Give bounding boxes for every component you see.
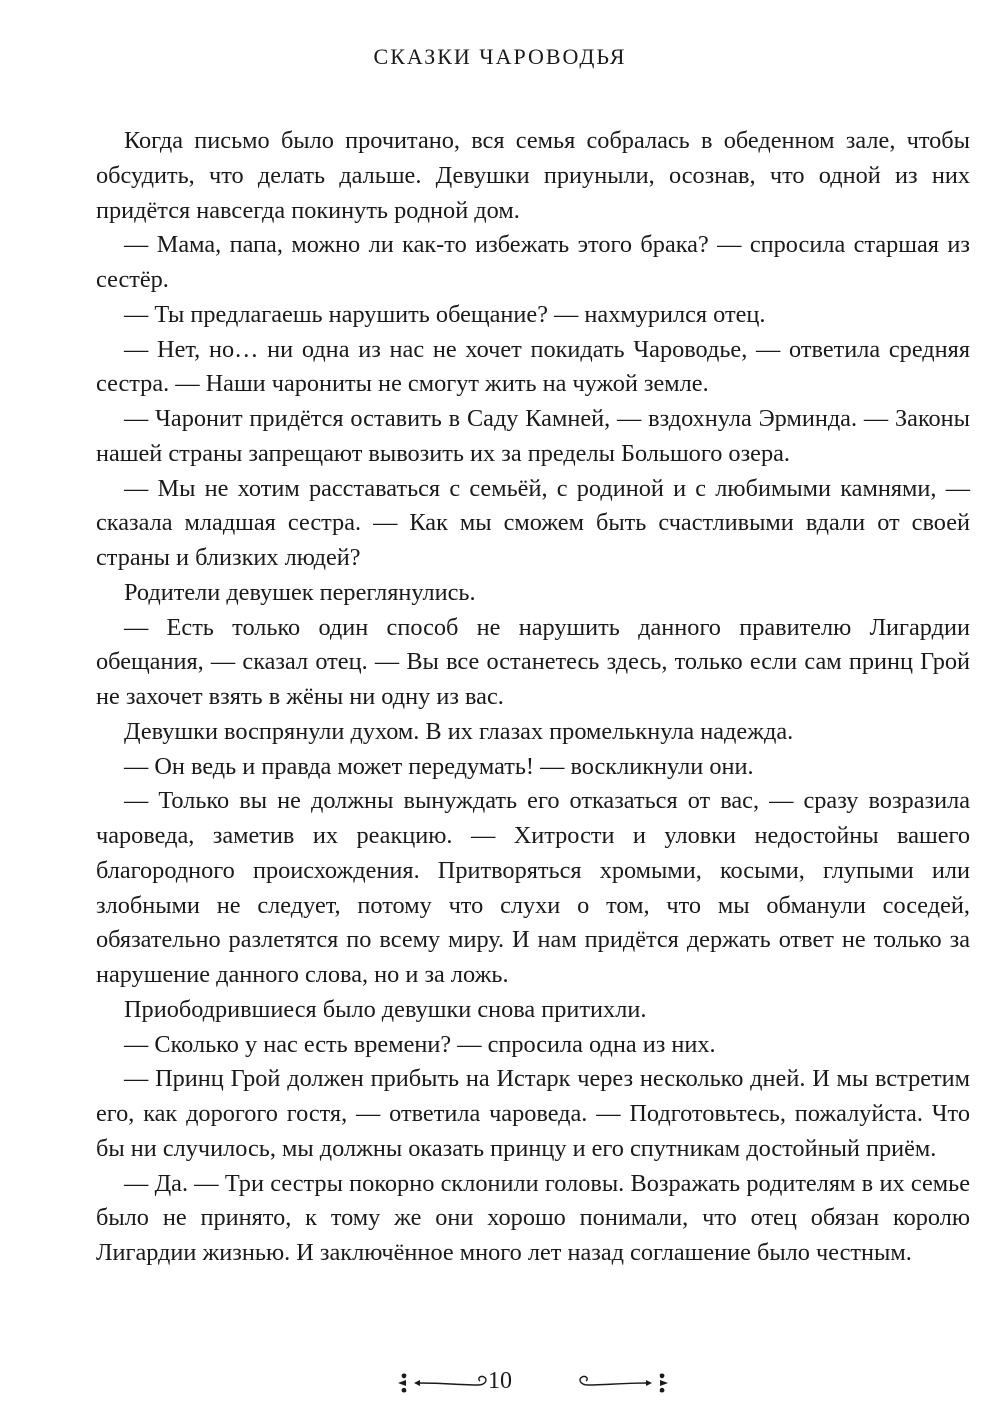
page-footer [0, 1364, 1000, 1404]
paragraph: — Только вы не должны вынуждать его отказаться от вас, — сразу возразила чароведа, заметив их реакцию. — Хитрости и уловки недостойны вашего благородного происхождения. Притворяться хромыми, косыми, глупыми или злобными не следует, потому что слухи о том, что мы обманули соседей, обязательно разлетятся по всему миру. И нам придётся держать ответ не только за нарушение данного слова, но и за ложь. [96, 787, 970, 988]
paragraph: — Чаронит придётся оставить в Саду Камней, — вздохнула Эрминда. — Законы нашей страны запрещают вывозить их за пределы Большого озера. [96, 405, 970, 467]
paragraph: — Мама, папа, можно ли как-то избежать этого брака? — спросила старшая из сестёр. [96, 231, 970, 293]
page-number: 10 [488, 1368, 512, 1394]
running-head: СКАЗКИ ЧАРОВОДЬЯ [373, 44, 627, 69]
ornament-flourish-right-icon [566, 1366, 674, 1400]
paragraph: Приободрившиеся было девушки снова притихли. [124, 995, 647, 1023]
paragraph: Когда письмо было прочитано, вся семья собралась в обеденном зале, чтобы обсудить, что делать дальше. Девушки приуныли, осознав, что одной из них придётся навсегда покинуть родной дом. [96, 127, 970, 224]
paragraph: — Мы не хотим расставаться с семьёй, с родиной и с любимыми камнями, — сказала младшая сестра. — Как мы сможем быть счастливыми вдали от своей страны и близких людей? [96, 474, 970, 571]
paragraph: — Нет, но… ни одна из нас не хочет покидать Чароводье, — ответила средняя сестра. — Наши чарониты не смогут жить на чужой земле. [96, 335, 970, 398]
paragraph: — Сколько у нас есть времени? — спросила одна из них. [124, 1030, 716, 1058]
paragraph: — Ты предлагаешь нарушить обещание? — нахмурился отец. [124, 300, 766, 328]
paragraph: — Принц Грой должен прибыть на Истарк через несколько дней. И мы встретим его, как дорогого гостя, — ответила чароведа. — Подготовьтесь, пожалуйста. Что бы ни случилось, мы должны оказать принцу и его спутникам достойный приём. [96, 1065, 970, 1162]
body-text [96, 124, 970, 1271]
paragraph: — Есть только один способ не нарушить данного правителю Лигардии обещания, — сказал отец. — Вы все останетесь здесь, только если сам принц Грой не захочет взять в жёны ни одну из вас. [96, 613, 970, 710]
paragraph: Родители девушек переглянулись. [124, 578, 476, 606]
paragraph: Девушки воспрянули духом. В их глазах промелькнула надежда. [124, 717, 794, 745]
paragraph: — Да. — Три сестры покорно склонили головы. Возражать родителям в их семье было не принято, к тому же они хорошо понимали, что отец обязан королю Лигардии жизнью. И заключённое много лет назад соглашение было честным. [96, 1169, 970, 1266]
paragraph: — Он ведь и правда может передумать! — воскликнули они. [124, 752, 754, 780]
